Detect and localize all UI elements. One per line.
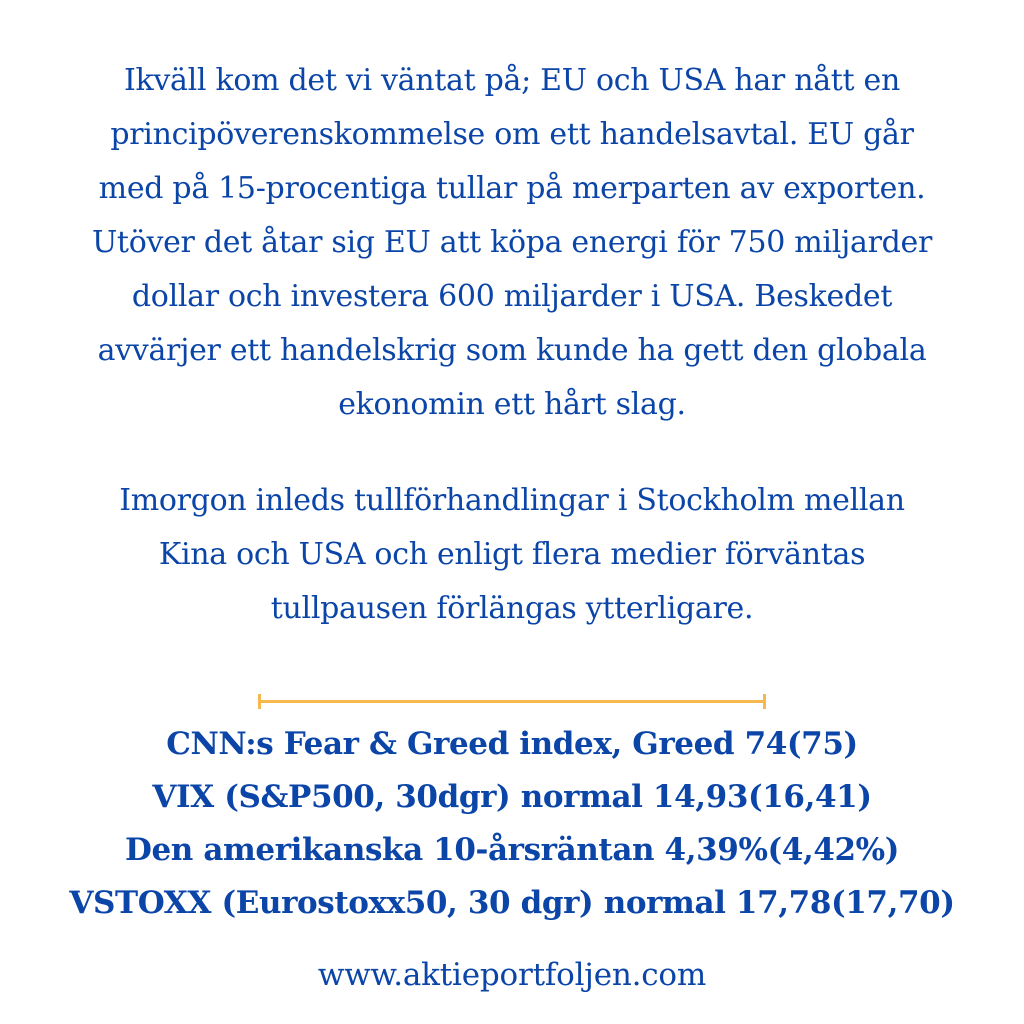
paragraph-line: ekonomin ett hårt slag. [338, 387, 686, 422]
tariff-talks-paragraph [40, 474, 984, 636]
indicator-fear-greed: CNN:s Fear & Greed index, Greed 74(75) [166, 726, 858, 762]
paragraph-line: Imorgon inleds tullförhandlingar i Stockholm mellan [119, 483, 905, 518]
paragraph-line: med på 15-procentiga tullar på merparten av exporten. [98, 171, 926, 206]
website-link[interactable]: www.aktieportfoljen.com [317, 957, 707, 993]
paragraph-line: dollar och investera 600 miljarder i USA. Beskedet [131, 279, 893, 314]
paragraph-line: principöverenskommelse om ett handelsavtal. EU går [110, 117, 914, 152]
paragraph-line: Kina och USA och enligt flera medier förväntas [158, 537, 866, 572]
indicator-vstoxx: VSTOXX (Eurostoxx50, 30 dgr) normal 17,78(17,70) [69, 885, 955, 921]
paragraph-line: Ikväll kom det vi väntat på; EU och USA har nått en [123, 63, 901, 98]
market-indicators-list [20, 718, 1004, 930]
paragraph-line: tullpausen förlängas ytterligare. [270, 591, 754, 626]
section-divider [258, 700, 766, 703]
paragraph-line: avvärjer ett handelskrig som kunde ha gett den globala [97, 333, 927, 368]
paragraph-line: Utöver det åtar sig EU att köpa energi för 750 miljarder [91, 225, 933, 260]
indicator-us-10y-yield: Den amerikanska 10-årsräntan 4,39%(4,42%) [125, 832, 899, 868]
trade-deal-paragraph [40, 54, 984, 432]
indicator-vix: VIX (S&P500, 30dgr) normal 14,93(16,41) [152, 779, 872, 815]
